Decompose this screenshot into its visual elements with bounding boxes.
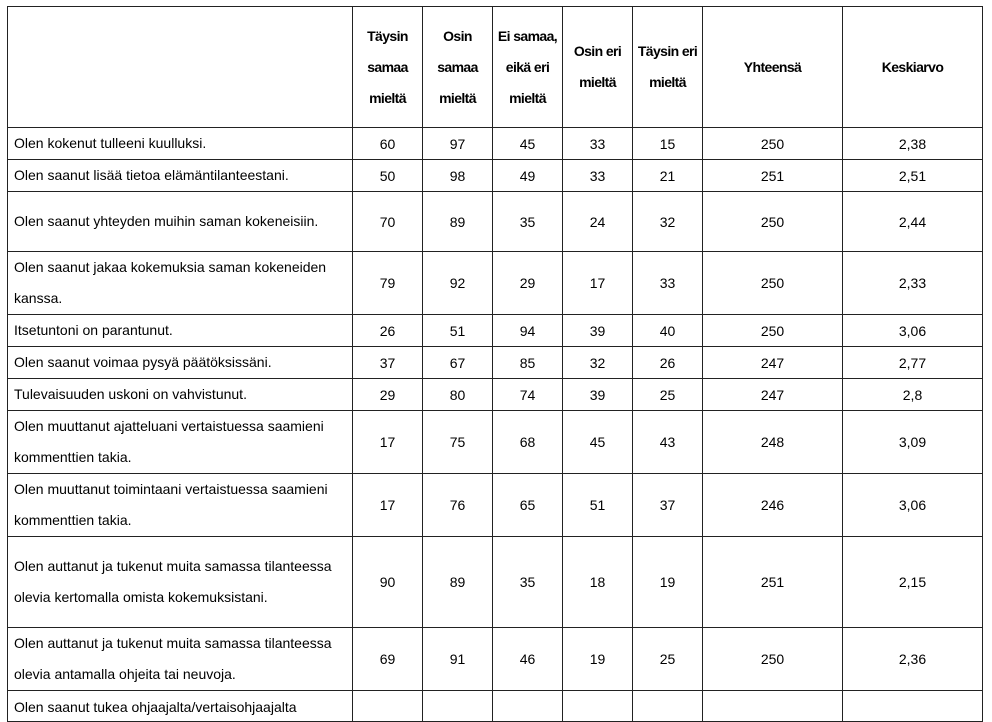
value-cell: 79	[353, 252, 423, 315]
total-cell: 246	[703, 474, 843, 537]
statement-cell: Olen saanut voimaa pysyä päätöksissäni.	[8, 347, 353, 379]
value-cell: 43	[633, 411, 703, 474]
value-cell: 17	[353, 474, 423, 537]
statement-cell-partial	[8, 691, 353, 722]
value-cell: 46	[493, 628, 563, 691]
value-cell: 65	[493, 474, 563, 537]
value-cell: 29	[493, 252, 563, 315]
value-cell: 75	[423, 411, 493, 474]
header-cell-partly-agree: Osin samaa mieltä	[423, 7, 493, 128]
statement-cell: Olen saanut jakaa kokemuksia saman kokeneiden kanssa.	[8, 252, 353, 315]
total-cell: 248	[703, 411, 843, 474]
value-cell: 26	[353, 315, 423, 347]
average-cell: 3,06	[843, 315, 983, 347]
statement-cell: Olen saanut lisää tietoa elämäntilanteestani.	[8, 160, 353, 192]
average-cell: 2,51	[843, 160, 983, 192]
table-row	[8, 160, 983, 192]
value-cell: 80	[423, 379, 493, 411]
table-row	[8, 315, 983, 347]
table-row	[8, 128, 983, 160]
value-cell: 89	[423, 537, 493, 628]
total-cell: 250	[703, 315, 843, 347]
value-cell-empty	[353, 691, 423, 722]
average-cell: 3,09	[843, 411, 983, 474]
value-cell: 37	[633, 474, 703, 537]
value-cell: 97	[423, 128, 493, 160]
value-cell: 18	[563, 537, 633, 628]
table-row	[8, 192, 983, 252]
average-cell: 2,33	[843, 252, 983, 315]
value-cell: 33	[633, 252, 703, 315]
value-cell: 51	[423, 315, 493, 347]
value-cell: 33	[563, 160, 633, 192]
header-cell-fully-disagree: Täysin eri mieltä	[633, 7, 703, 128]
value-cell: 98	[423, 160, 493, 192]
value-cell: 90	[353, 537, 423, 628]
value-cell: 67	[423, 347, 493, 379]
statement-cell: Olen auttanut ja tukenut muita samassa tilanteessa olevia kertomalla omista kokemuksistani.	[8, 537, 353, 628]
header-cell-fully-agree: Täysin samaa mieltä	[353, 7, 423, 128]
total-cell: 247	[703, 347, 843, 379]
value-cell: 39	[563, 315, 633, 347]
value-cell: 69	[353, 628, 423, 691]
average-cell: 2,38	[843, 128, 983, 160]
table-row	[8, 347, 983, 379]
table-row	[8, 474, 983, 537]
statement-cell: Tulevaisuuden uskoni on vahvistunut.	[8, 379, 353, 411]
value-cell: 35	[493, 537, 563, 628]
value-cell-empty	[633, 691, 703, 722]
average-cell: 2,36	[843, 628, 983, 691]
value-cell: 92	[423, 252, 493, 315]
value-cell: 17	[563, 252, 633, 315]
total-cell: 250	[703, 252, 843, 315]
value-cell: 60	[353, 128, 423, 160]
total-cell: 250	[703, 628, 843, 691]
value-cell: 24	[563, 192, 633, 252]
statement-cell: Olen muuttanut toimintaani vertaistuessa saamieni kommenttien takia.	[8, 474, 353, 537]
value-cell-empty	[703, 691, 843, 722]
value-cell: 25	[633, 628, 703, 691]
value-cell: 40	[633, 315, 703, 347]
header-cell-average: Keskiarvo	[843, 7, 983, 128]
value-cell: 35	[493, 192, 563, 252]
value-cell: 29	[353, 379, 423, 411]
value-cell: 37	[353, 347, 423, 379]
value-cell: 91	[423, 628, 493, 691]
value-cell: 21	[633, 160, 703, 192]
average-cell: 3,06	[843, 474, 983, 537]
statement-cell: Itsetuntoni on parantunut.	[8, 315, 353, 347]
value-cell: 25	[633, 379, 703, 411]
survey-results-table	[7, 6, 983, 722]
value-cell: 94	[493, 315, 563, 347]
total-cell: 251	[703, 537, 843, 628]
average-cell: 2,8	[843, 379, 983, 411]
table-row	[8, 252, 983, 315]
header-cell-neutral: Ei samaa, eikä eri mieltä	[493, 7, 563, 128]
value-cell: 74	[493, 379, 563, 411]
header-cell-total: Yhteensä	[703, 7, 843, 128]
value-cell: 19	[563, 628, 633, 691]
value-cell: 17	[353, 411, 423, 474]
value-cell: 15	[633, 128, 703, 160]
table-row	[8, 411, 983, 474]
average-cell: 2,77	[843, 347, 983, 379]
average-cell: 2,44	[843, 192, 983, 252]
value-cell: 70	[353, 192, 423, 252]
statement-cell: Olen saanut yhteyden muihin saman kokeneisiin.	[8, 192, 353, 252]
table-row-partial	[8, 691, 983, 722]
value-cell: 32	[633, 192, 703, 252]
average-cell: 2,15	[843, 537, 983, 628]
value-cell-empty	[493, 691, 563, 722]
value-cell: 85	[493, 347, 563, 379]
results-table-container	[7, 6, 983, 722]
value-cell: 45	[493, 128, 563, 160]
table-row	[8, 379, 983, 411]
total-cell: 251	[703, 160, 843, 192]
value-cell: 26	[633, 347, 703, 379]
header-row	[8, 7, 983, 128]
value-cell: 33	[563, 128, 633, 160]
statement-cell: Olen muuttanut ajatteluani vertaistuessa saamieni kommenttien takia.	[8, 411, 353, 474]
table-row	[8, 628, 983, 691]
value-cell-empty	[423, 691, 493, 722]
value-cell: 51	[563, 474, 633, 537]
value-cell: 50	[353, 160, 423, 192]
partial-row-text: Olen saanut tukea ohjaajalta/vertaisohjaajalta	[14, 699, 297, 715]
value-cell: 39	[563, 379, 633, 411]
total-cell: 250	[703, 192, 843, 252]
value-cell: 19	[633, 537, 703, 628]
statement-cell: Olen auttanut ja tukenut muita samassa tilanteessa olevia antamalla ohjeita tai neuvoja.	[8, 628, 353, 691]
header-cell-statement	[8, 7, 353, 128]
value-cell: 32	[563, 347, 633, 379]
table-row	[8, 537, 983, 628]
value-cell-empty	[563, 691, 633, 722]
value-cell: 45	[563, 411, 633, 474]
value-cell: 49	[493, 160, 563, 192]
value-cell: 76	[423, 474, 493, 537]
value-cell: 89	[423, 192, 493, 252]
total-cell: 250	[703, 128, 843, 160]
value-cell-empty	[843, 691, 983, 722]
total-cell: 247	[703, 379, 843, 411]
statement-cell: Olen kokenut tulleeni kuulluksi.	[8, 128, 353, 160]
header-cell-partly-disagree: Osin eri mieltä	[563, 7, 633, 128]
value-cell: 68	[493, 411, 563, 474]
